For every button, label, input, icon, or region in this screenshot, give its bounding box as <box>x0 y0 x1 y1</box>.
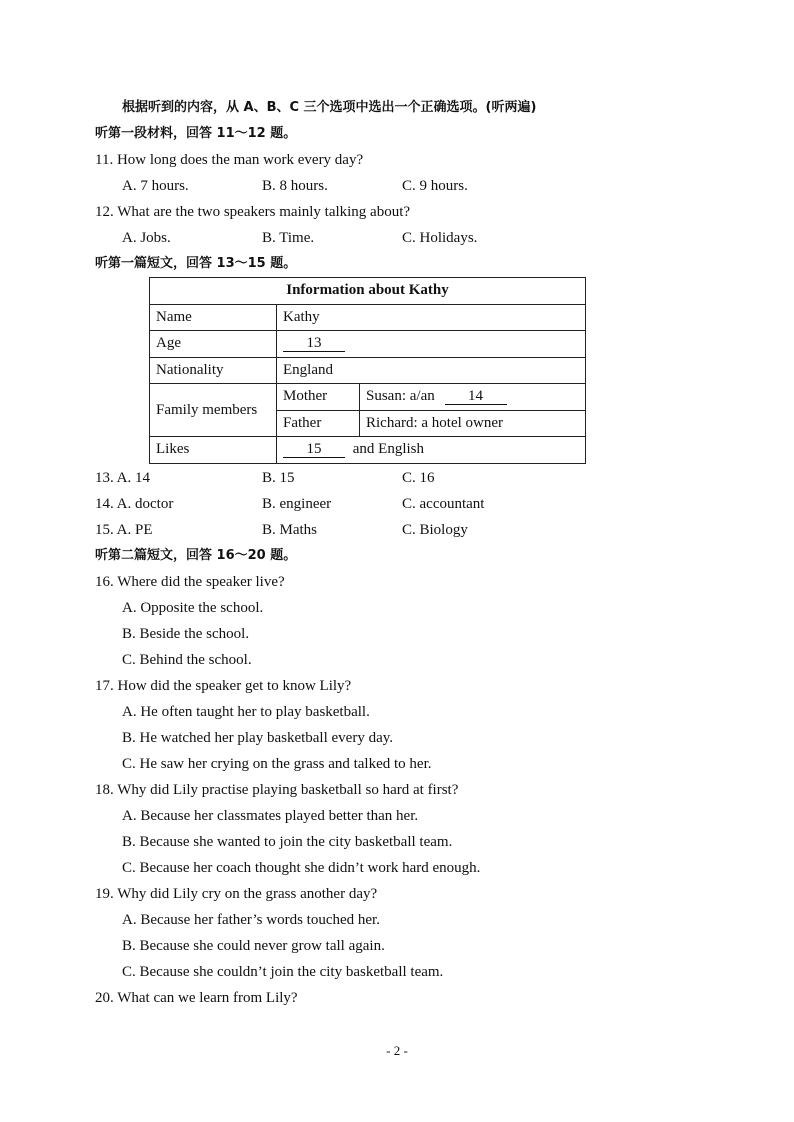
father-label: Father <box>277 410 360 437</box>
page-number: - 2 - <box>386 1043 408 1058</box>
question-16-option-b[interactable]: B. Beside the school. <box>122 626 250 642</box>
question-13-option-c[interactable]: C. 16 <box>402 470 435 486</box>
question-14-option-b[interactable]: B. engineer <box>262 496 332 512</box>
question-12-option-c[interactable]: C. Holidays. <box>402 230 478 246</box>
question-17-option-c[interactable]: C. He saw her crying on the grass and talked to her. <box>122 756 432 772</box>
mother-value <box>360 384 586 411</box>
question-15-option-b[interactable]: B. Maths <box>262 522 318 538</box>
question-19-option-a[interactable]: A. Because her father’s words touched her. <box>122 912 380 928</box>
kathy-info-table <box>149 277 586 464</box>
question-18-option-c[interactable]: C. Because her coach thought she didn’t work hard enough. <box>122 860 481 876</box>
question-16-stem: 16. Where did the speaker live? <box>95 574 285 590</box>
table-title: Information about Kathy <box>150 278 586 305</box>
nationality-value: England <box>277 357 586 384</box>
section-3-header: 听第二篇短文，回答 16～20 题。 <box>95 548 297 563</box>
nationality-label: Nationality <box>150 357 277 384</box>
likes-value <box>277 437 586 464</box>
name-value: Kathy <box>277 304 586 331</box>
question-17-stem: 17. How did the speaker get to know Lily? <box>95 678 352 694</box>
likes-label: Likes <box>150 437 277 464</box>
question-11-option-c[interactable]: C. 9 hours. <box>402 178 468 194</box>
mother-prefix: Susan: a/an <box>366 388 435 405</box>
question-19-stem: 19. Why did Lily cry on the grass another day? <box>95 886 378 902</box>
question-11-option-b[interactable]: B. 8 hours. <box>262 178 328 194</box>
age-blank: 13 <box>283 335 345 352</box>
question-11-stem: 11. How long does the man work every day? <box>95 152 364 168</box>
question-18-stem: 18. Why did Lily practise playing basketball so hard at first? <box>95 782 459 798</box>
instruction: 根据听到的内容，从 A、B、C 三个选项中选出一个正确选项。(听两遍) <box>122 100 537 115</box>
question-15-option-a[interactable]: 15. A. PE <box>95 522 153 538</box>
question-12-stem: 12. What are the two speakers mainly talking about? <box>95 204 411 220</box>
question-18-option-a[interactable]: A. Because her classmates played better than her. <box>122 808 419 824</box>
question-13-option-b[interactable]: B. 15 <box>262 470 295 486</box>
question-18-option-b[interactable]: B. Because she wanted to join the city basketball team. <box>122 834 453 850</box>
father-value: Richard: a hotel owner <box>360 410 586 437</box>
section-1-header: 听第一段材料，回答 11～12 题。 <box>95 126 297 141</box>
question-17-option-b[interactable]: B. He watched her play basketball every day. <box>122 730 394 746</box>
likes-blank: 15 <box>283 441 345 458</box>
question-16-option-a[interactable]: A. Opposite the school. <box>122 600 264 616</box>
likes-suffix: and English <box>352 441 424 458</box>
mother-blank: 14 <box>445 388 507 405</box>
question-13-option-a[interactable]: 13. A. 14 <box>95 470 151 486</box>
question-14-option-a[interactable]: 14. A. doctor <box>95 496 174 512</box>
age-label: Age <box>150 331 277 358</box>
question-15-option-c[interactable]: C. Biology <box>402 522 468 538</box>
family-members-label: Family members <box>150 384 277 437</box>
question-17-option-a[interactable]: A. He often taught her to play basketball. <box>122 704 370 720</box>
question-11-option-a[interactable]: A. 7 hours. <box>122 178 189 194</box>
age-cell <box>277 331 586 358</box>
question-19-option-b[interactable]: B. Because she could never grow tall again. <box>122 938 385 954</box>
question-19-option-c[interactable]: C. Because she couldn’t join the city basketball team. <box>122 964 444 980</box>
question-12-option-a[interactable]: A. Jobs. <box>122 230 171 246</box>
name-label: Name <box>150 304 277 331</box>
question-12-option-b[interactable]: B. Time. <box>262 230 315 246</box>
question-16-option-c[interactable]: C. Behind the school. <box>122 652 252 668</box>
section-2-header: 听第一篇短文，回答 13～15 题。 <box>95 256 297 271</box>
question-20-stem: 20. What can we learn from Lily? <box>95 990 298 1006</box>
mother-label: Mother <box>277 384 360 411</box>
question-14-option-c[interactable]: C. accountant <box>402 496 485 512</box>
